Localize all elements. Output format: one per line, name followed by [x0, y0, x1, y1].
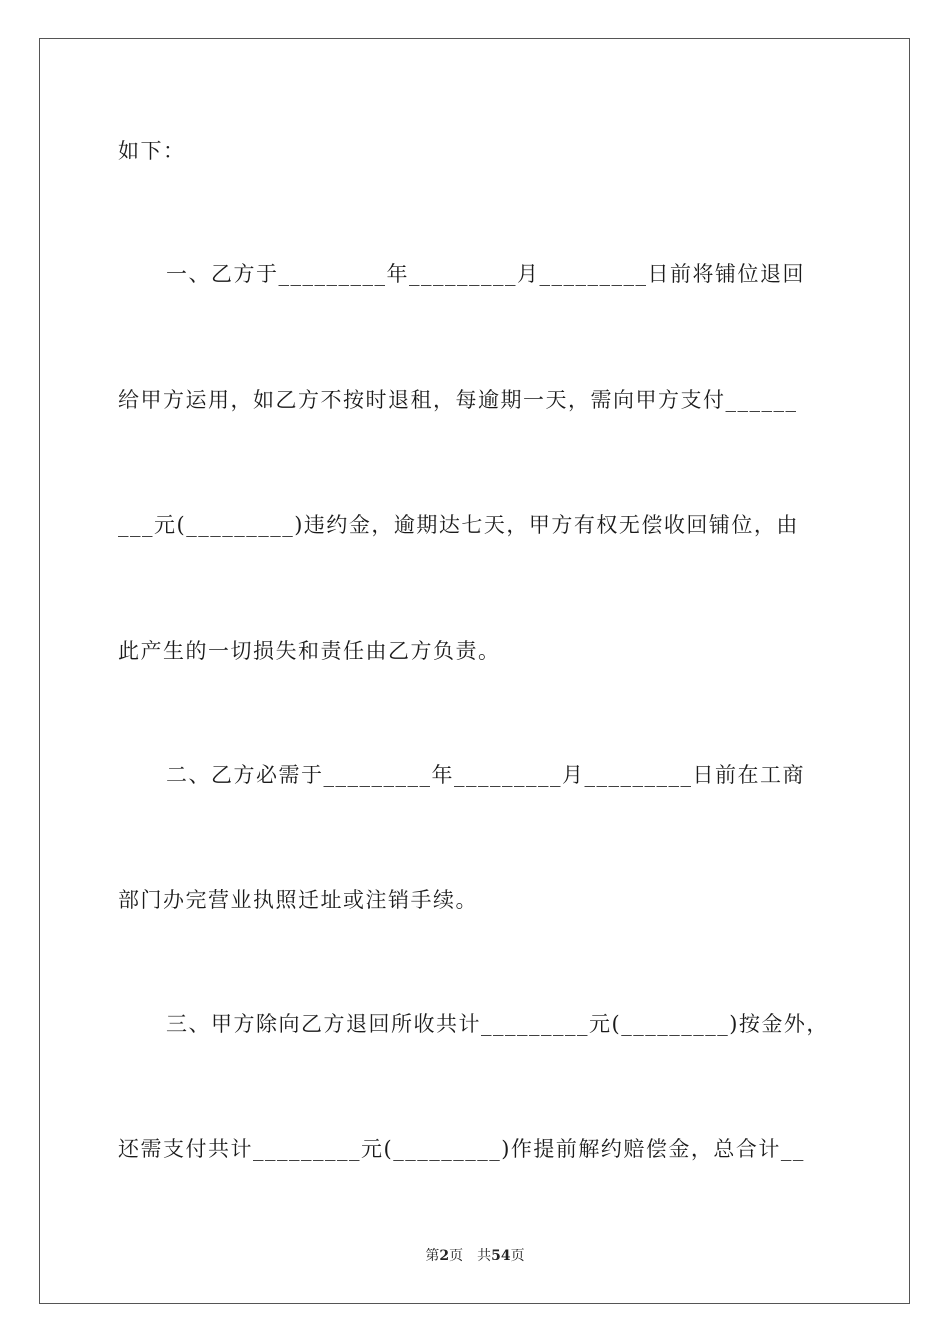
text-line-1: 如下： [118, 139, 186, 163]
clause-1-line-3: ___元(_________)违约金，逾期达七天，甲方有权无偿收回铺位，由 [118, 513, 799, 537]
footer-page-total: 54 [491, 1248, 511, 1264]
footer-total-suffix: 页 [510, 1248, 525, 1264]
page-footer [0, 1246, 950, 1266]
clause-1-line-2: 给甲方运用，如乙方不按时退租，每逾期一天，需向甲方支付______ [118, 388, 798, 412]
footer-page-suffix: 页 [449, 1248, 464, 1264]
clause-1-line-4: 此产生的一切损失和责任由乙方负责。 [118, 639, 501, 663]
footer-total-prefix: 共 [477, 1248, 492, 1264]
footer-page-prefix: 第 [425, 1248, 440, 1264]
page-border [39, 38, 910, 1304]
clause-1-line-1: 一、乙方于_________年_________月_________日前将铺位退回 [166, 262, 805, 286]
clause-2-line-2: 部门办完营业执照迁址或注销手续。 [118, 888, 478, 912]
footer-page-current: 2 [439, 1248, 450, 1264]
clause-3-line-1: 三、甲方除向乙方退回所收共计_________元(_________)按金外， [166, 1012, 829, 1036]
clause-3-line-2: 还需支付共计_________元(_________)作提前解约赔偿金，总合计__ [118, 1137, 805, 1161]
clause-2-line-1: 二、乙方必需于_________年_________月_________日前在工商 [166, 763, 805, 787]
